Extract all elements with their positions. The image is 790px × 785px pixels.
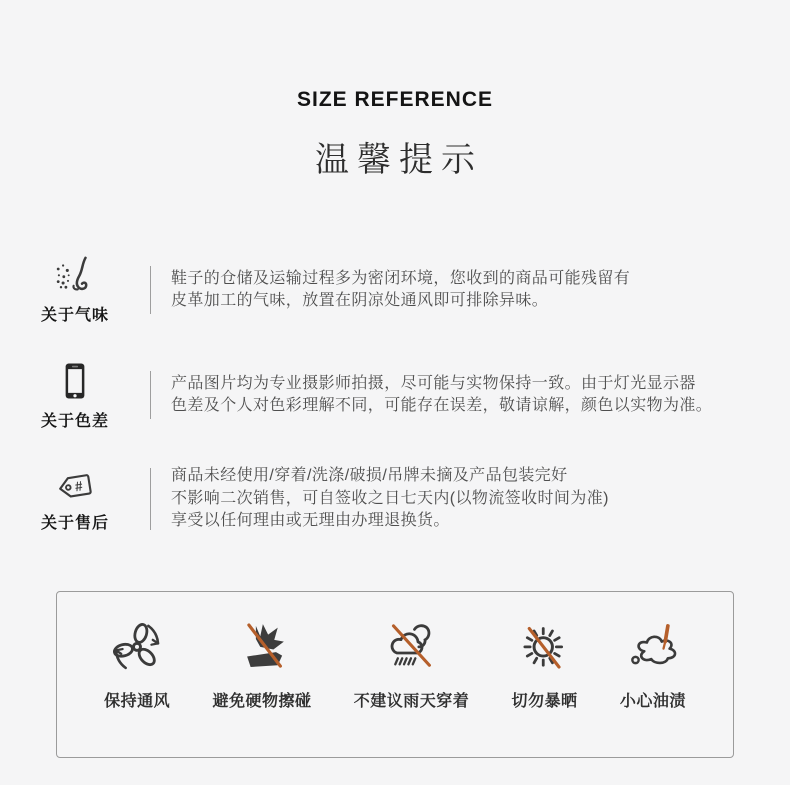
tip-aftersales-label: 关于售后 [40, 515, 109, 532]
tip-row-color [0, 359, 790, 431]
tip-smell-label: 关于气味 [40, 307, 109, 324]
tip-row-smell [0, 255, 790, 325]
care-label-ventilation: 保持通风 [104, 693, 171, 710]
tip-color-text [151, 373, 712, 418]
oil-stain-warning-icon [623, 618, 683, 674]
care-label-no-rain: 不建议雨天穿着 [353, 693, 470, 710]
care-instructions-box [56, 591, 734, 758]
no-rain-wear-icon [382, 618, 440, 674]
no-hard-object-icon [233, 618, 291, 674]
tip-aftersales-text [151, 465, 609, 533]
page-title: SIZE REFERENCE [296, 88, 494, 111]
care-label-no-hard-object: 避免硬物擦碰 [212, 693, 312, 710]
care-item-oil-stain [620, 618, 686, 711]
price-tag-icon [52, 465, 98, 505]
tip-smell-left [0, 255, 150, 325]
no-sun-exposure-icon [516, 618, 574, 674]
tip-smell-line-2: 皮革加工的气味，放置在阴凉处通风即可排除异味。 [171, 292, 549, 309]
care-label-oil-stain: 小心油渍 [619, 693, 686, 710]
svg-text:#: # [73, 478, 84, 495]
care-label-no-sun: 切勿暴晒 [511, 693, 578, 710]
tip-aftersales-line-2: 不影响二次销售，可自签收之日七天内(以物流签收时间为准) [171, 489, 609, 507]
tip-aftersales-left [0, 465, 150, 533]
care-item-no-hard-object [212, 618, 311, 711]
tips-section [0, 255, 790, 533]
tip-smell-line-1: 鞋子的仓储及运输过程多为密闭环境，您收到的商品可能残留有 [171, 269, 631, 287]
page-subtitle: 温馨提示 [315, 141, 483, 179]
tip-color-line-1: 产品图片均为专业摄影师拍摄，尽可能与实物保持一致。由于灯光显示器 [171, 374, 696, 392]
smartphone-icon [55, 359, 95, 403]
tip-smell-text [151, 268, 630, 313]
tip-color-line-2: 色差及个人对色彩理解不同，可能存在误差，敬请谅解，颜色以实物为准。 [171, 397, 713, 414]
care-item-no-sun [512, 618, 578, 711]
fan-ventilation-icon [108, 618, 166, 674]
care-item-no-rain [354, 618, 470, 711]
tip-aftersales-line-3: 享受以任何理由或无理由办理退换货。 [171, 512, 450, 530]
tip-aftersales-line-1: 商品未经使用/穿着/洗涤/破损/吊牌未摘及产品包装完好 [171, 467, 568, 485]
care-item-ventilation [104, 618, 170, 711]
tip-color-label: 关于色差 [40, 413, 109, 430]
smell-nose-icon [52, 255, 98, 297]
tip-color-left [0, 359, 150, 431]
tip-row-aftersales [0, 465, 790, 533]
